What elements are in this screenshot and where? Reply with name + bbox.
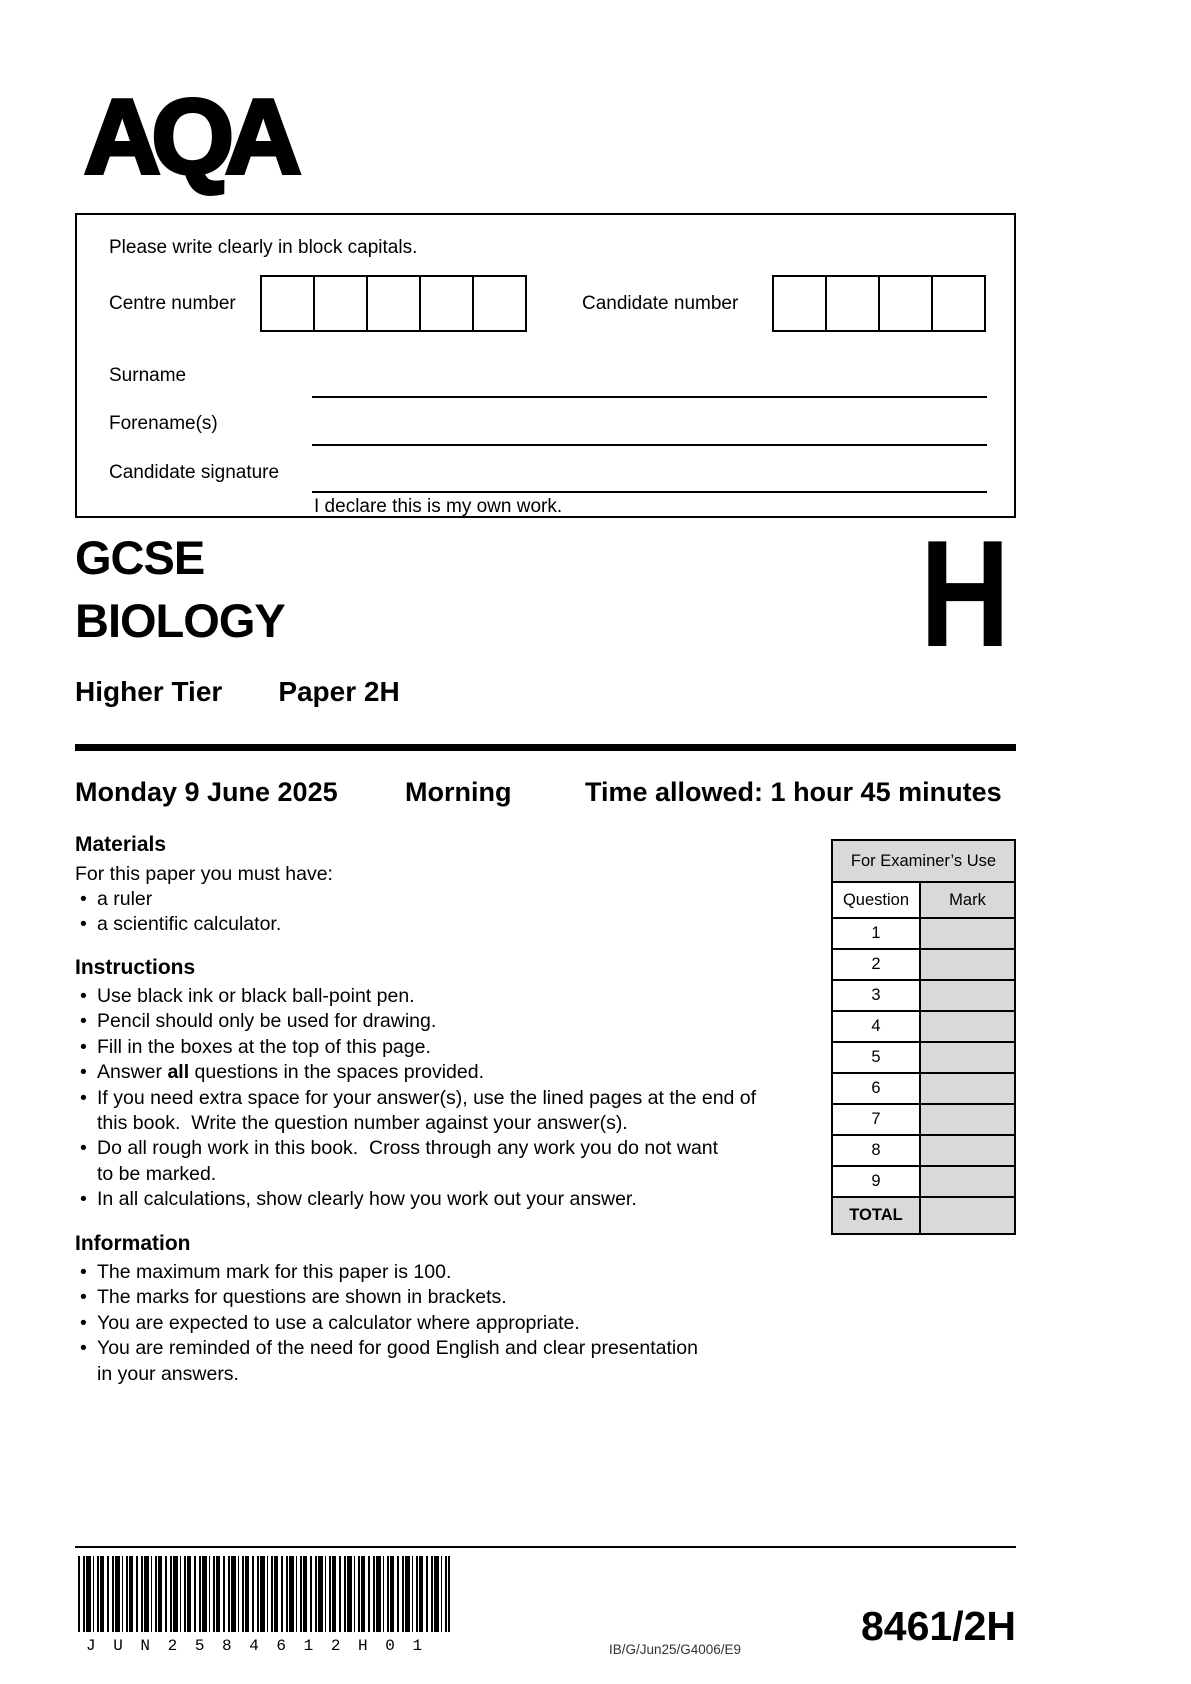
mark-cell bbox=[920, 1011, 1015, 1042]
question-number-cell: 4 bbox=[832, 1011, 920, 1042]
question-number-cell: 1 bbox=[832, 918, 920, 949]
list-item: • If you need extra space for your answer(s), use the lined pages at the end of this book. Write the question number against your answer(s). bbox=[75, 1086, 845, 1137]
tier-label: Higher Tier bbox=[75, 676, 223, 707]
paper-code: 8461/2H bbox=[860, 1603, 1016, 1649]
centre-number-label: Centre number bbox=[109, 293, 236, 314]
list-item: • You are reminded of the need for good English and clear presentation in your answers. bbox=[75, 1336, 845, 1387]
question-number-cell: 3 bbox=[832, 980, 920, 1011]
list-item: • Answer all questions in the spaces provided. bbox=[75, 1060, 845, 1085]
instructions-section bbox=[75, 956, 845, 1213]
materials-list bbox=[75, 887, 845, 938]
barcode-text: J U N 2 5 8 4 6 1 2 H 0 1 bbox=[86, 1637, 427, 1655]
question-number-cell: 7 bbox=[832, 1104, 920, 1135]
surname-input-line[interactable] bbox=[312, 396, 987, 398]
list-item: • Fill in the boxes at the top of this page. bbox=[75, 1035, 845, 1060]
aqa-logo: AQA bbox=[84, 78, 293, 196]
question-number-cell: 5 bbox=[832, 1042, 920, 1073]
subject-title: BIOLOGY bbox=[75, 594, 285, 647]
examiner-use-table bbox=[831, 839, 1016, 1235]
exam-session: Morning bbox=[405, 777, 512, 807]
digit-box[interactable] bbox=[880, 275, 933, 332]
list-item: • Use black ink or black ball-point pen. bbox=[75, 984, 845, 1009]
examiner-table-row bbox=[832, 949, 1015, 980]
digit-box[interactable] bbox=[315, 275, 368, 332]
question-column-header: Question bbox=[832, 882, 920, 918]
candidate-number-field[interactable] bbox=[772, 275, 986, 332]
materials-intro: For this paper you must have: bbox=[75, 863, 333, 885]
mark-cell bbox=[920, 1042, 1015, 1073]
information-list bbox=[75, 1260, 845, 1387]
information-heading: Information bbox=[75, 1232, 191, 1255]
list-item: • The maximum mark for this paper is 100. bbox=[75, 1260, 845, 1285]
question-number-cell: 2 bbox=[832, 949, 920, 980]
divider-thick bbox=[75, 744, 1016, 751]
paper-label: Paper 2H bbox=[278, 676, 400, 707]
instructions-list bbox=[75, 984, 845, 1213]
materials-heading: Materials bbox=[75, 833, 167, 856]
tier-paper-line bbox=[75, 676, 400, 708]
question-number-cell: 9 bbox=[832, 1166, 920, 1197]
examiner-table-row bbox=[832, 1104, 1015, 1135]
materials-section bbox=[75, 833, 845, 938]
question-number-cell: 8 bbox=[832, 1135, 920, 1166]
examiner-table-row bbox=[832, 918, 1015, 949]
declaration-text: I declare this is my own work. bbox=[314, 496, 563, 517]
list-item: • In all calculations, show clearly how you work out your answer. bbox=[75, 1187, 845, 1212]
total-label: TOTAL bbox=[832, 1197, 920, 1234]
mark-cell bbox=[920, 1104, 1015, 1135]
block-capitals-instruction: Please write clearly in block capitals. bbox=[109, 237, 418, 258]
mark-cell bbox=[920, 949, 1015, 980]
digit-box[interactable] bbox=[933, 275, 986, 332]
mark-cell bbox=[920, 1166, 1015, 1197]
examiner-table-row bbox=[832, 1011, 1015, 1042]
higher-tier-badge: H bbox=[920, 509, 1011, 679]
signature-label: Candidate signature bbox=[109, 462, 280, 483]
exam-date: Monday 9 June 2025 bbox=[75, 777, 338, 807]
digit-box[interactable] bbox=[421, 275, 474, 332]
centre-number-field[interactable] bbox=[260, 275, 527, 332]
print-reference-code: IB/G/Jun25/G4006/E9 bbox=[608, 1642, 742, 1657]
examiner-table-body bbox=[832, 918, 1015, 1197]
digit-box[interactable] bbox=[368, 275, 421, 332]
instructions-heading: Instructions bbox=[75, 956, 196, 979]
qualification-title: GCSE bbox=[75, 531, 205, 584]
digit-box[interactable] bbox=[260, 275, 315, 332]
barcode bbox=[78, 1556, 450, 1632]
forenames-label: Forename(s) bbox=[109, 413, 218, 434]
examiner-table-title: For Examiner’s Use bbox=[832, 840, 1015, 882]
divider-thin bbox=[75, 1546, 1016, 1548]
question-number-cell: 6 bbox=[832, 1073, 920, 1104]
mark-column-header: Mark bbox=[920, 882, 1015, 918]
digit-box[interactable] bbox=[827, 275, 880, 332]
list-item: • The marks for questions are shown in brackets. bbox=[75, 1285, 845, 1310]
mark-cell bbox=[920, 1135, 1015, 1166]
examiner-table-row bbox=[832, 1042, 1015, 1073]
surname-label: Surname bbox=[109, 365, 187, 386]
time-allowed: Time allowed: 1 hour 45 minutes bbox=[585, 777, 1002, 807]
list-item: • Do all rough work in this book. Cross through any work you do not want to be marked. bbox=[75, 1136, 845, 1187]
examiner-table-row bbox=[832, 1073, 1015, 1104]
digit-box[interactable] bbox=[772, 275, 827, 332]
list-item: • You are expected to use a calculator where appropriate. bbox=[75, 1311, 845, 1336]
examiner-table-row bbox=[832, 1166, 1015, 1197]
signature-input-line[interactable] bbox=[312, 491, 987, 493]
list-item: • a scientific calculator. bbox=[75, 912, 845, 937]
mark-cell bbox=[920, 980, 1015, 1011]
digit-box[interactable] bbox=[474, 275, 527, 332]
examiner-table-row bbox=[832, 1135, 1015, 1166]
candidate-details-box bbox=[75, 213, 1016, 518]
list-item: • Pencil should only be used for drawing. bbox=[75, 1009, 845, 1034]
forenames-input-line[interactable] bbox=[312, 444, 987, 446]
candidate-number-label: Candidate number bbox=[582, 293, 739, 314]
total-mark-cell bbox=[920, 1197, 1015, 1234]
list-item: • a ruler bbox=[75, 887, 845, 912]
mark-cell bbox=[920, 1073, 1015, 1104]
mark-cell bbox=[920, 918, 1015, 949]
information-section bbox=[75, 1232, 845, 1387]
examiner-table-row bbox=[832, 980, 1015, 1011]
